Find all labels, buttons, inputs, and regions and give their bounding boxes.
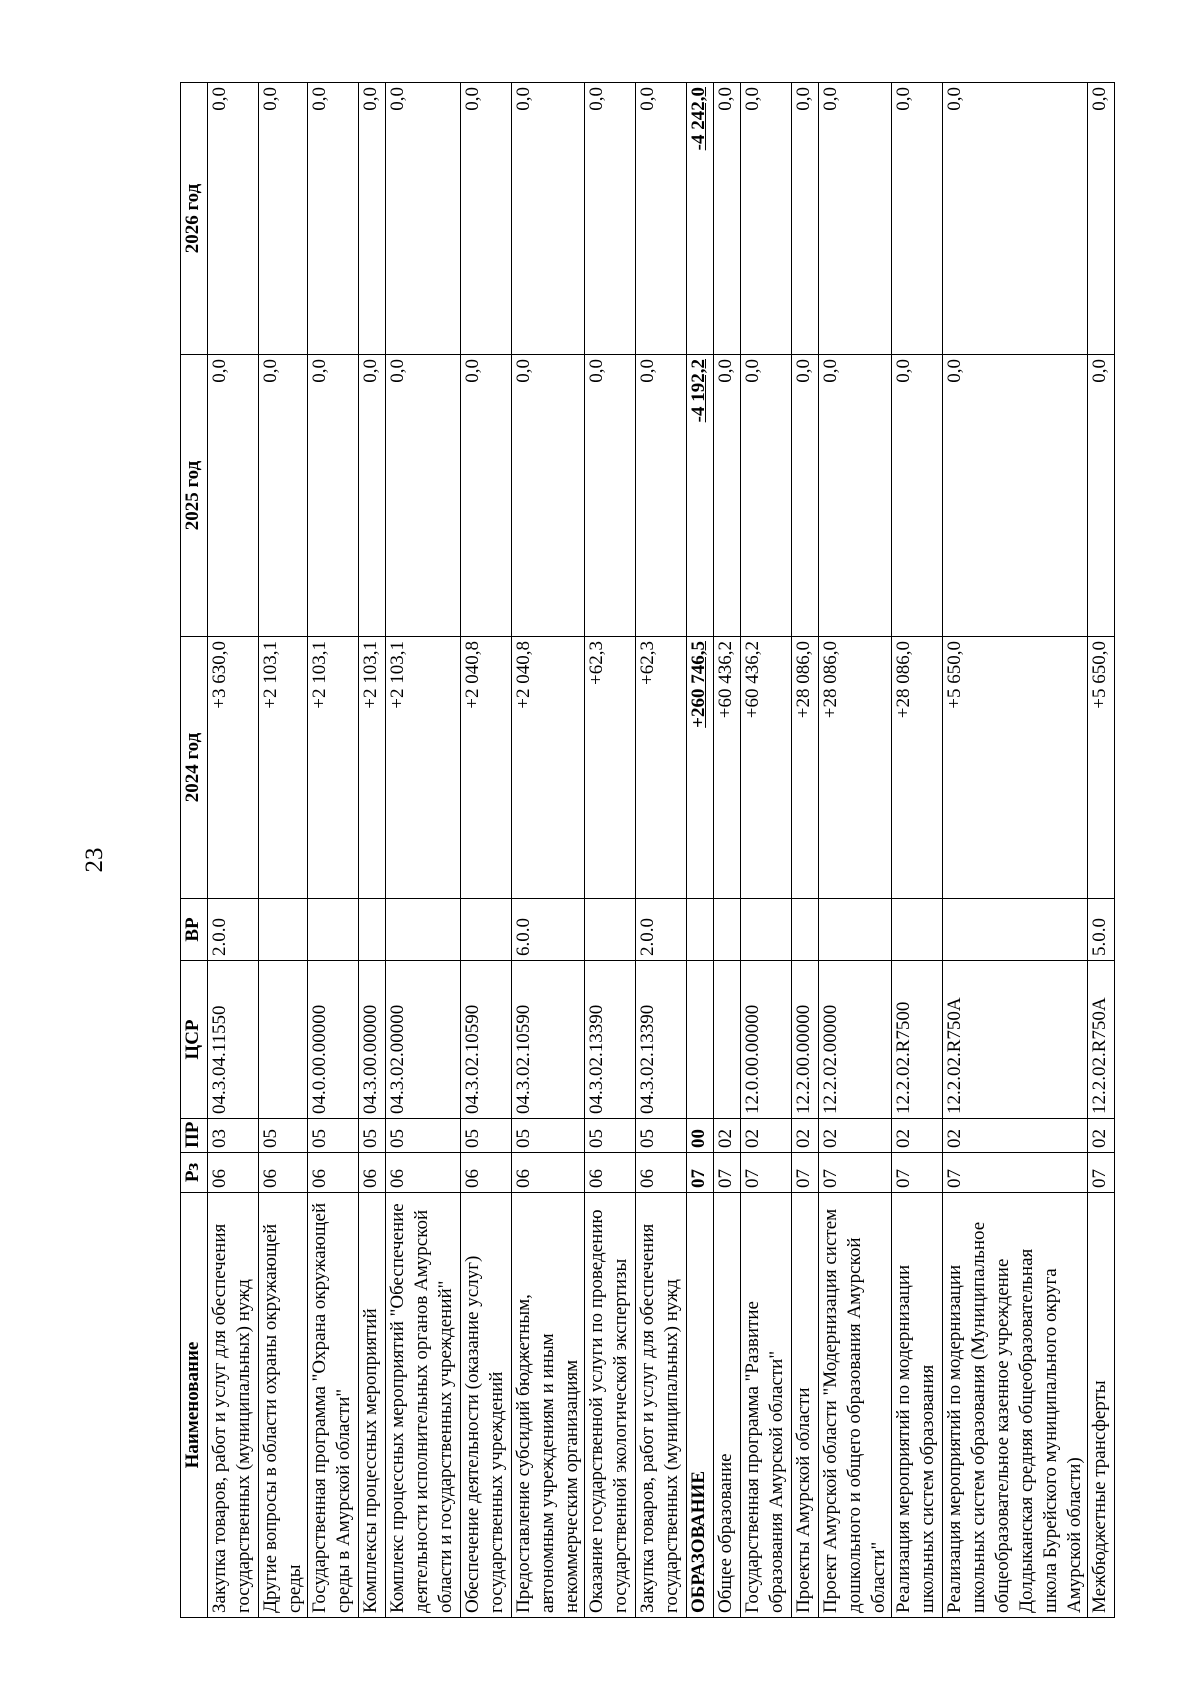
cell-pr: 05 bbox=[359, 1119, 386, 1153]
cell-vr: 5.0.0 bbox=[1088, 899, 1115, 961]
cell-rz: 06 bbox=[512, 1153, 585, 1193]
cell-rz: 07 bbox=[792, 1153, 819, 1193]
cell-y2025: 0,0 bbox=[819, 355, 892, 637]
cell-csr: 04.3.02.10590 bbox=[461, 961, 512, 1119]
cell-csr: 04.3.02.00000 bbox=[386, 961, 461, 1119]
table-row bbox=[714, 83, 741, 1618]
cell-rz: 07 bbox=[687, 1153, 714, 1193]
cell-csr: 12.2.02.R750A bbox=[943, 961, 1088, 1119]
cell-y2025: 0,0 bbox=[892, 355, 943, 637]
cell-name: Межбюджетные трансферты bbox=[1088, 1193, 1115, 1618]
cell-name: Комплекс процессных мероприятий "Обеспечение деятельности исполнительных органов Амурской области и государственных учреждений" bbox=[386, 1193, 461, 1618]
table-row bbox=[892, 83, 943, 1618]
cell-csr: 04.0.00.00000 bbox=[308, 961, 359, 1119]
cell-csr: 04.3.02.13390 bbox=[585, 961, 636, 1119]
cell-pr: 00 bbox=[687, 1119, 714, 1153]
cell-y2024: +62,3 bbox=[636, 637, 687, 899]
cell-y2025: 0,0 bbox=[943, 355, 1088, 637]
table-row bbox=[512, 83, 585, 1618]
cell-y2025: 0,0 bbox=[359, 355, 386, 637]
cell-name: Общее образование bbox=[714, 1193, 741, 1618]
cell-y2024: +28 086,0 bbox=[792, 637, 819, 899]
table-row bbox=[819, 83, 892, 1618]
cell-csr: 12.2.00.00000 bbox=[792, 961, 819, 1119]
cell-y2024: +260 746,5 bbox=[687, 637, 714, 899]
cell-vr bbox=[585, 899, 636, 961]
cell-y2025: 0,0 bbox=[636, 355, 687, 637]
cell-vr bbox=[714, 899, 741, 961]
cell-pr: 02 bbox=[943, 1119, 1088, 1153]
cell-y2024: +2 040,8 bbox=[512, 637, 585, 899]
table-row bbox=[259, 83, 308, 1618]
cell-csr: 12.2.02.R750A bbox=[1088, 961, 1115, 1119]
cell-y2025: 0,0 bbox=[792, 355, 819, 637]
cell-csr bbox=[259, 961, 308, 1119]
cell-y2026: 0,0 bbox=[1088, 83, 1115, 355]
cell-rz: 06 bbox=[259, 1153, 308, 1193]
cell-name: Обеспечение деятельности (оказание услуг) государственных учреждений bbox=[461, 1193, 512, 1618]
budget-table bbox=[180, 82, 1115, 1618]
cell-vr bbox=[819, 899, 892, 961]
table-row bbox=[308, 83, 359, 1618]
cell-y2026: -4 242,0 bbox=[687, 83, 714, 355]
cell-name: Предоставление субсидий бюджетным, автономным учреждениям и иным некоммерческим организациям bbox=[512, 1193, 585, 1618]
cell-vr: 6.0.0 bbox=[512, 899, 585, 961]
cell-pr: 02 bbox=[819, 1119, 892, 1153]
cell-y2026: 0,0 bbox=[259, 83, 308, 355]
cell-y2026: 0,0 bbox=[892, 83, 943, 355]
header-2025: 2025 год bbox=[181, 355, 208, 637]
cell-rz: 07 bbox=[714, 1153, 741, 1193]
cell-y2024: +2 103,1 bbox=[259, 637, 308, 899]
header-vr: ВР bbox=[181, 899, 208, 961]
cell-y2026: 0,0 bbox=[359, 83, 386, 355]
cell-rz: 07 bbox=[943, 1153, 1088, 1193]
cell-pr: 02 bbox=[892, 1119, 943, 1153]
cell-rz: 06 bbox=[461, 1153, 512, 1193]
cell-y2026: 0,0 bbox=[308, 83, 359, 355]
cell-y2024: +28 086,0 bbox=[819, 637, 892, 899]
cell-name: Проект Амурской области "Модернизация систем дошкольного и общего образования Амурской области" bbox=[819, 1193, 892, 1618]
cell-y2025: 0,0 bbox=[1088, 355, 1115, 637]
cell-pr: 03 bbox=[208, 1119, 259, 1153]
cell-y2024: +60 436,2 bbox=[714, 637, 741, 899]
cell-vr bbox=[259, 899, 308, 961]
cell-y2025: 0,0 bbox=[259, 355, 308, 637]
cell-vr bbox=[741, 899, 792, 961]
cell-y2025: 0,0 bbox=[741, 355, 792, 637]
cell-pr: 05 bbox=[512, 1119, 585, 1153]
budget-table-container bbox=[180, 83, 1110, 1618]
cell-vr: 2.0.0 bbox=[636, 899, 687, 961]
cell-name: Оказание государственной услуги по проведению государственной экологической экспертизы bbox=[585, 1193, 636, 1618]
cell-rz: 06 bbox=[636, 1153, 687, 1193]
table-row bbox=[585, 83, 636, 1618]
header-name: Наименование bbox=[181, 1193, 208, 1618]
cell-csr: 04.3.04.11550 bbox=[208, 961, 259, 1119]
cell-y2025: 0,0 bbox=[208, 355, 259, 637]
cell-pr: 02 bbox=[741, 1119, 792, 1153]
cell-y2026: 0,0 bbox=[386, 83, 461, 355]
cell-name: Государственная программа "Охрана окружающей среды в Амурской области" bbox=[308, 1193, 359, 1618]
cell-y2025: 0,0 bbox=[714, 355, 741, 637]
cell-rz: 06 bbox=[585, 1153, 636, 1193]
cell-rz: 06 bbox=[308, 1153, 359, 1193]
cell-csr: 12.2.02.R7500 bbox=[892, 961, 943, 1119]
cell-vr bbox=[943, 899, 1088, 961]
cell-y2024: +2 103,1 bbox=[308, 637, 359, 899]
cell-pr: 05 bbox=[636, 1119, 687, 1153]
cell-csr bbox=[687, 961, 714, 1119]
cell-name: Реализация мероприятий по модернизации школьных систем образования bbox=[892, 1193, 943, 1618]
cell-vr: 2.0.0 bbox=[208, 899, 259, 961]
cell-vr bbox=[892, 899, 943, 961]
cell-pr: 05 bbox=[259, 1119, 308, 1153]
cell-vr bbox=[461, 899, 512, 961]
cell-y2026: 0,0 bbox=[819, 83, 892, 355]
table-row bbox=[687, 83, 714, 1618]
cell-y2024: +5 650,0 bbox=[943, 637, 1088, 899]
cell-vr bbox=[386, 899, 461, 961]
cell-pr: 05 bbox=[585, 1119, 636, 1153]
cell-name: Комплексы процессных мероприятий bbox=[359, 1193, 386, 1618]
cell-name: Государственная программа "Развитие образования Амурской области" bbox=[741, 1193, 792, 1618]
cell-rz: 07 bbox=[741, 1153, 792, 1193]
table-row bbox=[359, 83, 386, 1618]
cell-y2026: 0,0 bbox=[208, 83, 259, 355]
page-number: 23 bbox=[81, 847, 108, 873]
cell-y2026: 0,0 bbox=[943, 83, 1088, 355]
cell-y2026: 0,0 bbox=[461, 83, 512, 355]
cell-y2026: 0,0 bbox=[792, 83, 819, 355]
cell-y2024: +2 103,1 bbox=[386, 637, 461, 899]
cell-y2024: +3 630,0 bbox=[208, 637, 259, 899]
cell-rz: 06 bbox=[359, 1153, 386, 1193]
cell-name: Проекты Амурской области bbox=[792, 1193, 819, 1618]
cell-pr: 05 bbox=[461, 1119, 512, 1153]
header-rz: Рз bbox=[181, 1153, 208, 1193]
table-row bbox=[208, 83, 259, 1618]
cell-csr bbox=[714, 961, 741, 1119]
cell-vr bbox=[792, 899, 819, 961]
cell-y2025: 0,0 bbox=[308, 355, 359, 637]
cell-y2026: 0,0 bbox=[714, 83, 741, 355]
cell-csr: 04.3.02.10590 bbox=[512, 961, 585, 1119]
cell-pr: 05 bbox=[386, 1119, 461, 1153]
cell-rz: 06 bbox=[208, 1153, 259, 1193]
cell-name: Закупка товаров, работ и услуг для обеспечения государственных (муниципальных) нужд bbox=[636, 1193, 687, 1618]
cell-y2024: +2 103,1 bbox=[359, 637, 386, 899]
cell-name: Закупка товаров, работ и услуг для обеспечения государственных (муниципальных) нужд bbox=[208, 1193, 259, 1618]
cell-rz: 07 bbox=[1088, 1153, 1115, 1193]
header-2026: 2026 год bbox=[181, 83, 208, 355]
cell-name: ОБРАЗОВАНИЕ bbox=[687, 1193, 714, 1618]
cell-y2025: 0,0 bbox=[512, 355, 585, 637]
cell-y2025: -4 192,2 bbox=[687, 355, 714, 637]
cell-pr: 02 bbox=[792, 1119, 819, 1153]
cell-y2024: +62,3 bbox=[585, 637, 636, 899]
cell-y2025: 0,0 bbox=[461, 355, 512, 637]
cell-y2024: +60 436,2 bbox=[741, 637, 792, 899]
cell-y2024: +28 086,0 bbox=[892, 637, 943, 899]
cell-y2025: 0,0 bbox=[585, 355, 636, 637]
table-row bbox=[461, 83, 512, 1618]
cell-rz: 06 bbox=[386, 1153, 461, 1193]
cell-y2025: 0,0 bbox=[386, 355, 461, 637]
cell-pr: 05 bbox=[308, 1119, 359, 1153]
header-row bbox=[181, 83, 208, 1618]
cell-vr bbox=[687, 899, 714, 961]
table-row bbox=[741, 83, 792, 1618]
cell-y2024: +2 040,8 bbox=[461, 637, 512, 899]
cell-y2026: 0,0 bbox=[636, 83, 687, 355]
cell-csr: 12.2.02.00000 bbox=[819, 961, 892, 1119]
cell-name: Другие вопросы в области охраны окружающей среды bbox=[259, 1193, 308, 1618]
table-row bbox=[1088, 83, 1115, 1618]
cell-vr bbox=[359, 899, 386, 961]
cell-pr: 02 bbox=[1088, 1119, 1115, 1153]
table-row bbox=[792, 83, 819, 1618]
cell-y2026: 0,0 bbox=[585, 83, 636, 355]
cell-rz: 07 bbox=[892, 1153, 943, 1193]
cell-y2026: 0,0 bbox=[741, 83, 792, 355]
cell-csr: 04.3.00.00000 bbox=[359, 961, 386, 1119]
cell-y2024: +5 650,0 bbox=[1088, 637, 1115, 899]
cell-name: Реализация мероприятий по модернизации школьных систем образования (Муниципальное общеобразовательное казенное учреждение Долдыканская средняя общеобразовательная школа Бурейского муниципального округа Амурской области) bbox=[943, 1193, 1088, 1618]
cell-vr bbox=[308, 899, 359, 961]
cell-csr: 12.0.00.00000 bbox=[741, 961, 792, 1119]
header-csr: ЦСР bbox=[181, 961, 208, 1119]
table-row bbox=[636, 83, 687, 1618]
table-row bbox=[943, 83, 1088, 1618]
cell-pr: 02 bbox=[714, 1119, 741, 1153]
header-pr: ПР bbox=[181, 1119, 208, 1153]
cell-y2026: 0,0 bbox=[512, 83, 585, 355]
cell-rz: 07 bbox=[819, 1153, 892, 1193]
header-2024: 2024 год bbox=[181, 637, 208, 899]
table-row bbox=[386, 83, 461, 1618]
cell-csr: 04.3.02.13390 bbox=[636, 961, 687, 1119]
